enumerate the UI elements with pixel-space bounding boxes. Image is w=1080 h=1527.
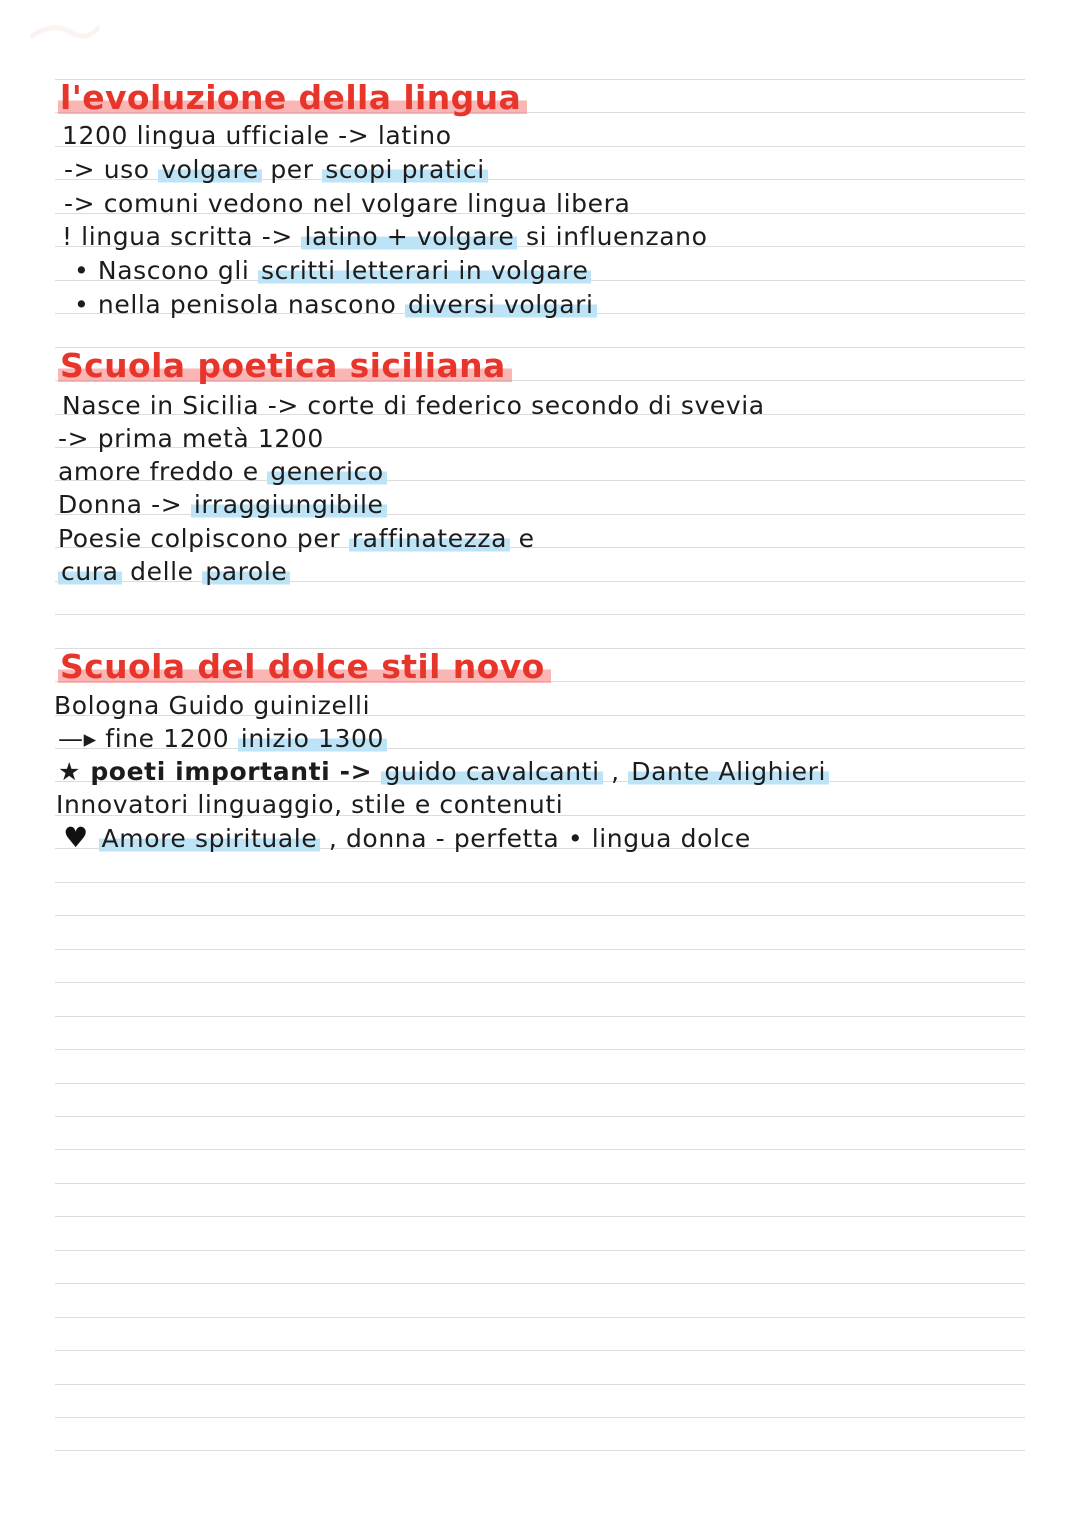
- note-line: [62, 220, 707, 254]
- ruled-line: [55, 1083, 1025, 1084]
- title-text: Scuola del dolce stil novo: [58, 647, 551, 686]
- note-text: per: [261, 155, 323, 184]
- note-line: [58, 522, 535, 556]
- note-line: [62, 389, 765, 423]
- note-line: [58, 488, 387, 522]
- ruled-line: [55, 982, 1025, 983]
- ruled-line: [55, 1216, 1025, 1217]
- section-title-siciliana: [58, 346, 512, 386]
- ruled-line: [55, 614, 1025, 615]
- note-text: si influenzano: [517, 222, 708, 251]
- ruled-line: [55, 882, 1025, 883]
- bullet-line: [74, 288, 597, 322]
- ruled-line: [55, 1317, 1025, 1318]
- pen-smudge-mark: [30, 22, 100, 42]
- note-text: • nella penisola nascono: [74, 290, 405, 319]
- bullet-line: [74, 254, 591, 288]
- ruled-line: [55, 915, 1025, 916]
- note-line: [58, 722, 387, 756]
- heart-icon: ♥: [63, 821, 89, 854]
- note-text: 1200 lingua ufficiale -> latino: [62, 121, 452, 150]
- note-line: [64, 187, 630, 221]
- highlighted-text: parole: [202, 557, 290, 586]
- highlighted-text: Dante Alighieri: [628, 757, 829, 786]
- ruled-line: [55, 1417, 1025, 1418]
- note-line: [58, 755, 829, 789]
- section-title-stil-novo: [58, 647, 551, 687]
- note-text: delle: [121, 557, 203, 586]
- note-line: [58, 422, 324, 456]
- ruled-line: [55, 1016, 1025, 1017]
- ruled-line: [55, 1350, 1025, 1351]
- note-text: Poesie colpiscono per: [58, 524, 349, 553]
- note-text: Donna ->: [58, 490, 191, 519]
- note-text: ! lingua scritta ->: [62, 222, 302, 251]
- ruled-line: [55, 1049, 1025, 1050]
- highlighted-text: raffinatezza: [349, 524, 510, 553]
- section-title-evoluzione: [58, 78, 527, 118]
- note-text: ,: [602, 757, 629, 786]
- note-line: [56, 788, 563, 822]
- highlighted-text: cura: [58, 557, 122, 586]
- note-line: [58, 555, 290, 589]
- highlighted-text: guido cavalcanti: [381, 757, 602, 786]
- note-text: Bologna Guido guinizelli: [54, 691, 371, 720]
- note-text: Nasce in Sicilia -> corte di federico secondo di svevia: [62, 391, 765, 420]
- highlighted-text: generico: [267, 457, 387, 486]
- title-text: l'evoluzione della lingua: [58, 78, 527, 117]
- ruled-line: [55, 1149, 1025, 1150]
- highlighted-text: scritti letterari in volgare: [258, 256, 591, 285]
- highlighted-text: irraggiungibile: [191, 490, 387, 519]
- note-line: [64, 153, 488, 187]
- highlighted-text: volgare: [158, 155, 262, 184]
- ruled-line: [55, 1283, 1025, 1284]
- note-text: —▸ fine 1200: [58, 724, 238, 753]
- note-text: ★ poeti importanti ->: [58, 757, 382, 786]
- note-line: [62, 119, 452, 153]
- note-text: Innovatori linguaggio, stile e contenuti: [56, 790, 564, 819]
- note-text: amore freddo e: [58, 457, 268, 486]
- note-text: -> prima metà 1200: [58, 424, 324, 453]
- note-text: e: [510, 524, 535, 553]
- note-text: -> uso: [64, 155, 159, 184]
- highlighted-text: diversi volgari: [405, 290, 597, 319]
- note-text: • Nascono gli: [74, 256, 258, 285]
- highlighted-text: inizio 1300: [238, 724, 387, 753]
- highlighted-text: scopi pratici: [322, 155, 488, 184]
- highlighted-text: Amore spirituale: [99, 824, 321, 853]
- note-line: [62, 821, 751, 855]
- ruled-line: [55, 1250, 1025, 1251]
- ruled-line: [55, 1450, 1025, 1451]
- ruled-line: [55, 1183, 1025, 1184]
- note-text: -> comuni vedono nel volgare lingua libera: [64, 189, 631, 218]
- title-text: Scuola poetica siciliana: [58, 346, 512, 385]
- highlighted-text: latino + volgare: [301, 222, 517, 251]
- note-line: [58, 455, 387, 489]
- ruled-line: [55, 1116, 1025, 1117]
- note-line: [54, 689, 370, 723]
- note-text: , donna - perfetta • lingua dolce: [320, 824, 751, 853]
- ruled-line: [55, 1384, 1025, 1385]
- ruled-line: [55, 949, 1025, 950]
